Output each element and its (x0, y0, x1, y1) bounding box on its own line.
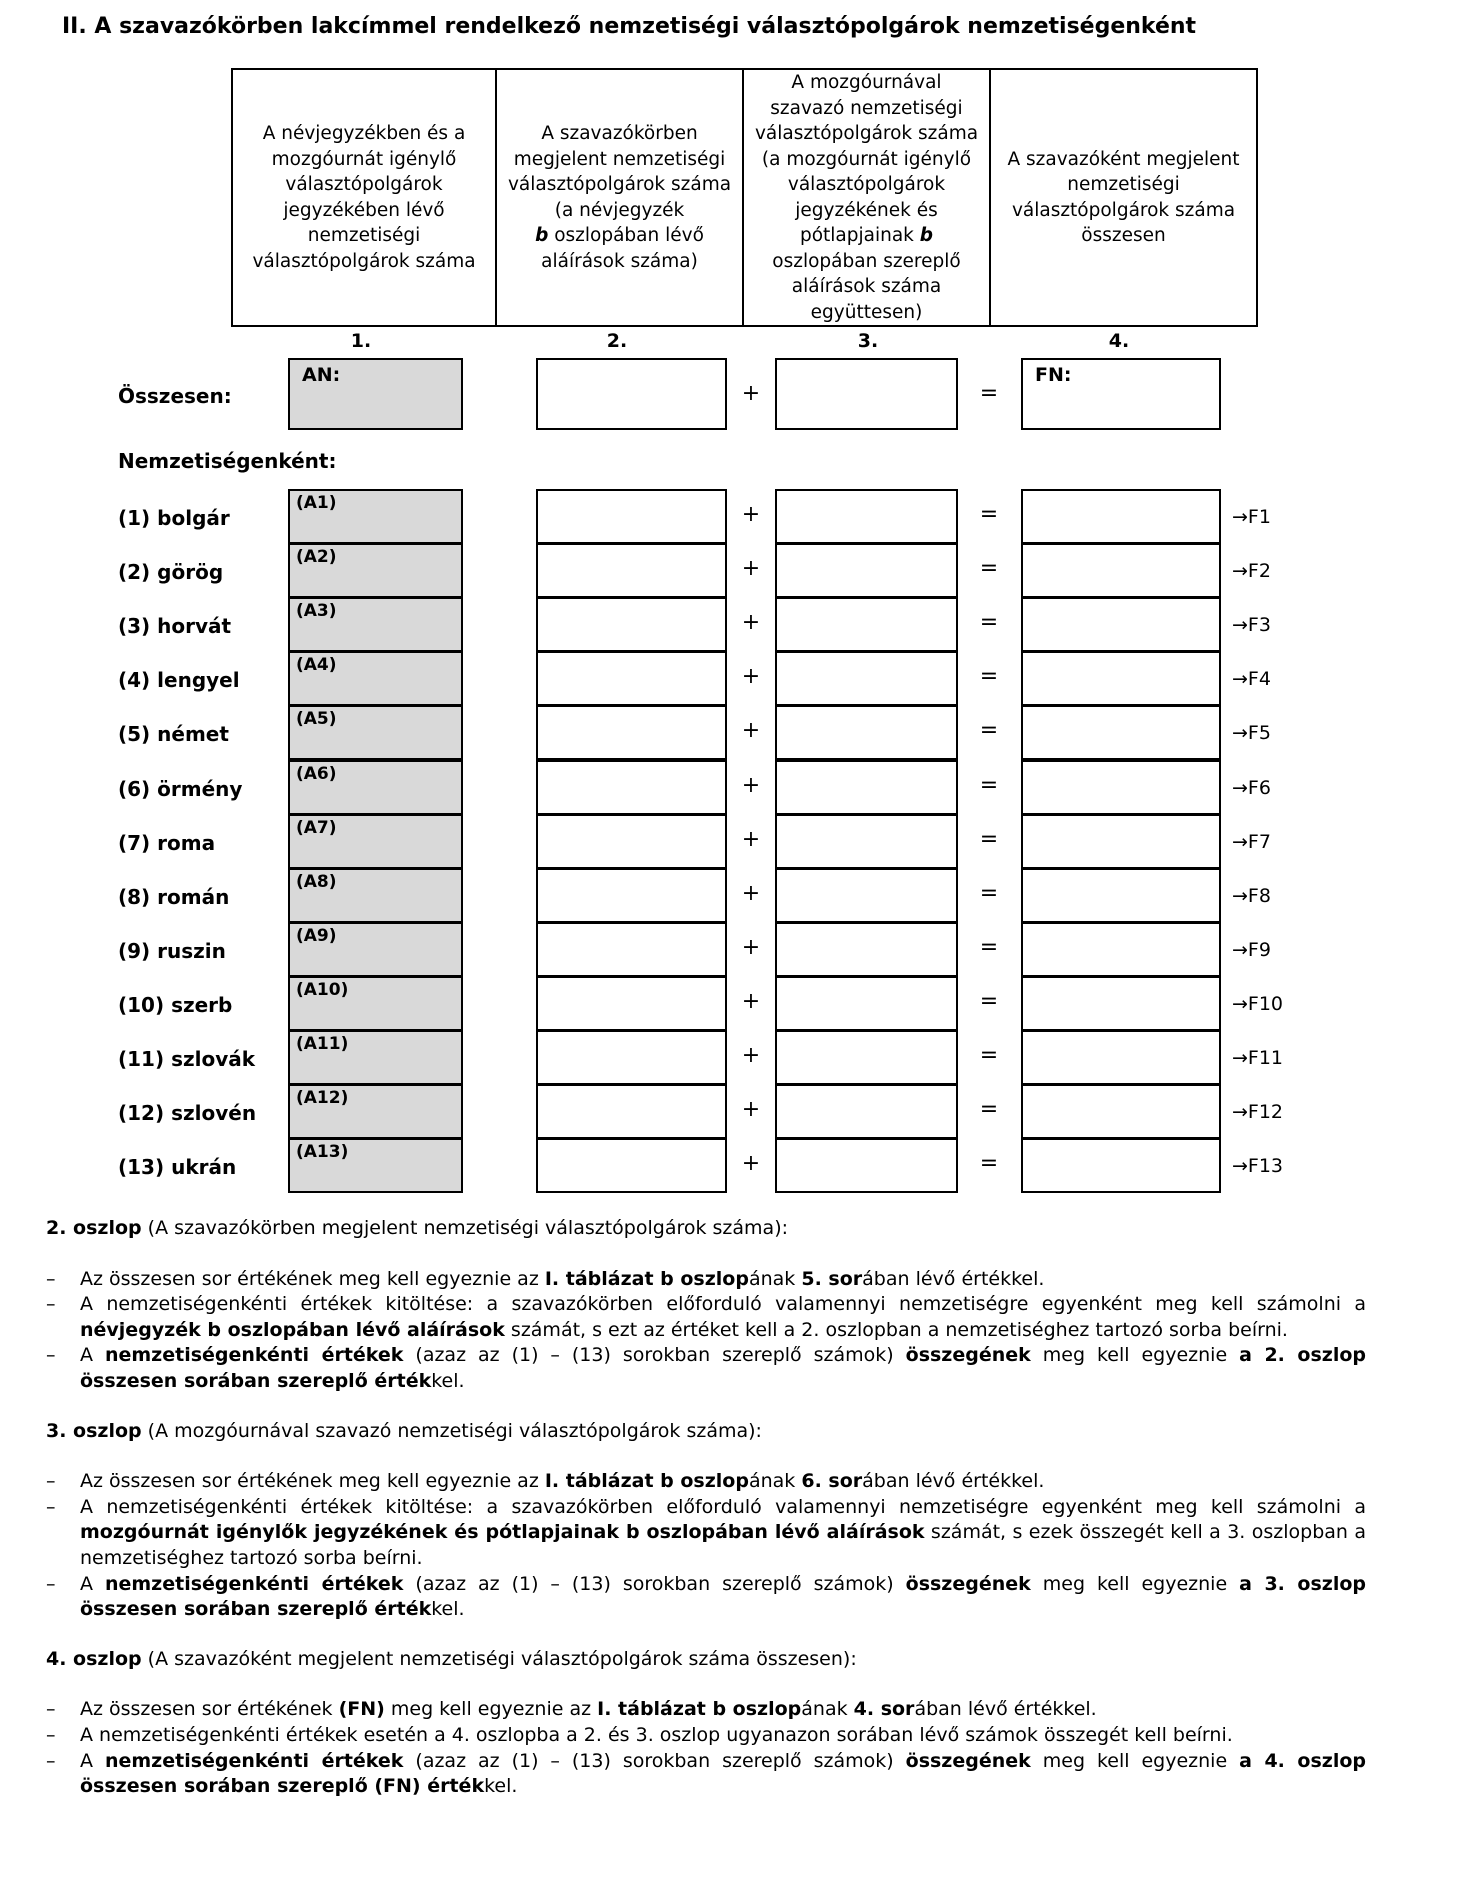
text-run: A (80, 1572, 105, 1595)
bold-run: I. táblázat b oszlop (544, 1470, 749, 1493)
bold-run: (FN) (338, 1698, 385, 1721)
row-label: (4) lengyel (118, 668, 240, 692)
note-col3-heading: 3. oszlop (A mozgóurnával szavazó nemzetiségi választópolgárok száma): (46, 1419, 762, 1442)
bold-run: összegének (905, 1572, 1031, 1595)
row-reference: →F3 (1232, 614, 1271, 636)
text-run: ának (748, 1267, 802, 1290)
header-line: választópolgárok (285, 174, 443, 195)
row-tag: (A5) (296, 709, 337, 729)
col2-field[interactable] (536, 1138, 727, 1193)
row-reference: →F4 (1232, 668, 1271, 690)
bold-run: összegének (905, 1749, 1031, 1772)
row-label: (6) örmény (118, 777, 243, 801)
header-line: mozgóurnát igénylő (271, 148, 457, 170)
text-run: ában lévő értékkel. (862, 1470, 1045, 1493)
note-col4-list (46, 1697, 1366, 1799)
bold-run: a 4. oszlop összesen sorában szereplő (FN) érték (80, 1749, 1366, 1798)
row-tag: (A3) (296, 601, 337, 621)
row-tag: (A6) (296, 764, 337, 784)
row-tag: (A1) (296, 493, 337, 513)
plus-sign: + (741, 502, 761, 527)
col1-field[interactable] (288, 489, 463, 544)
text-run: Az összesen sor értékének (80, 1698, 339, 1721)
note-col2-heading: 2. oszlop (A szavazókörben megjelent nemzetiségi választópolgárok száma): (46, 1217, 789, 1239)
equals-sign: = (979, 1043, 999, 1068)
note-item (46, 1495, 1366, 1572)
plus-sign: + (741, 1043, 761, 1068)
note-item (46, 1343, 1366, 1394)
header-line: megjelent nemzetiségi (513, 148, 726, 170)
note-item (46, 1572, 1366, 1623)
column-number-4: 4. (1108, 330, 1130, 352)
row-tag: (A10) (296, 980, 349, 1000)
row-reference: →F9 (1232, 939, 1271, 961)
bold-run: nemzetiségenkénti értékek (104, 1344, 404, 1367)
bold-run: a 2. oszlop összesen sorában szereplő érték (80, 1344, 1366, 1392)
row-label: (2) görög (118, 560, 224, 584)
row-tag: (A13) (296, 1142, 349, 1162)
plus-sign: + (741, 381, 761, 406)
text-run: ában lévő értékkel. (914, 1698, 1097, 1721)
plus-sign: + (741, 556, 761, 581)
page-title: II. A szavazókörben lakcímmel rendelkező nemzetiségi választópolgárok nemzetiségenként (62, 14, 1197, 39)
col4-field[interactable] (1021, 868, 1221, 923)
bullet-dash: – (46, 1495, 56, 1518)
col3-field[interactable] (775, 1138, 958, 1193)
note-col3-list (46, 1469, 1366, 1623)
header-line: összesen (1081, 225, 1166, 246)
col4-field[interactable] (1021, 705, 1221, 760)
row-reference: →F6 (1232, 777, 1271, 799)
row-reference: →F10 (1232, 993, 1284, 1015)
plus-sign: + (741, 1097, 761, 1122)
col2-field[interactable] (536, 543, 727, 598)
row-label: (12) szlovén (118, 1101, 257, 1125)
column-4-header (990, 69, 1257, 326)
row-tag: (A9) (296, 926, 337, 946)
col1-field[interactable] (288, 1030, 463, 1085)
equals-sign: = (979, 502, 999, 527)
plus-sign: + (741, 989, 761, 1014)
text-run: számát, s ezt az értéket kell a 2. oszlopban a nemzetiséghez tartozó sorba beírni. (504, 1318, 1288, 1341)
equals-sign: = (979, 827, 999, 852)
row-reference: →F11 (1232, 1047, 1284, 1069)
text-run: (azaz az (1) – (13) sorokban szereplő számok) (403, 1749, 906, 1772)
col3-field[interactable] (775, 868, 958, 923)
column-3-header (743, 69, 990, 326)
col3-field[interactable] (775, 922, 958, 977)
col4-field[interactable] (1021, 976, 1221, 1031)
text-run: (azaz az (1) – (13) sorokban szereplő számok) (403, 1572, 906, 1595)
column-2-header (496, 69, 743, 326)
col2-field[interactable] (536, 976, 727, 1031)
col3-field[interactable] (775, 489, 958, 544)
text-run: kel. (484, 1775, 518, 1798)
text-run: Az összesen sor értékének meg kell egyeznie az (80, 1470, 545, 1493)
bold-run: 4. sor (853, 1698, 915, 1721)
bullet-dash: – (46, 1267, 56, 1290)
text-run: ában lévő értékkel. (862, 1267, 1045, 1290)
col4-field[interactable] (1021, 922, 1221, 977)
equals-sign: = (979, 1151, 999, 1176)
bullet-dash: – (46, 1749, 56, 1772)
equals-sign: = (979, 989, 999, 1014)
col2-field[interactable] (536, 597, 727, 652)
bold-run: nemzetiségenkénti értékek (104, 1749, 404, 1772)
row-tag: (A8) (296, 872, 337, 892)
text-run: ának (801, 1698, 854, 1721)
col3-field[interactable] (775, 597, 958, 652)
header-line: jegyzékének és (795, 199, 938, 221)
equals-sign: = (979, 381, 999, 406)
column-number-2: 2. (606, 330, 628, 352)
row-reference: →F12 (1232, 1101, 1284, 1123)
header-line: A mozgóurnával (791, 72, 942, 93)
note-item (46, 1267, 1366, 1293)
col1-field[interactable] (288, 1138, 463, 1193)
header-line: A névjegyzékben és a (262, 123, 466, 144)
col3-field[interactable] (775, 1084, 958, 1139)
notes (46, 1216, 1366, 1800)
col4-field[interactable] (1021, 1084, 1221, 1139)
bold-run: mozgóurnát igénylők jegyzékének és pótlapjainak b oszlopában lévő aláírások (80, 1521, 925, 1544)
total-row-label: Összesen: (118, 384, 232, 408)
text-run: ának (748, 1470, 802, 1493)
row-reference: →F2 (1232, 560, 1271, 582)
column-header-table (231, 68, 1258, 327)
plus-sign: + (741, 827, 761, 852)
col2-field[interactable] (536, 705, 727, 760)
row-label: (11) szlovák (118, 1047, 256, 1071)
col4-field[interactable] (1021, 1030, 1221, 1085)
col3-field[interactable] (775, 814, 958, 869)
total-col3-field[interactable] (775, 358, 958, 430)
header-line: választópolgárok (787, 174, 946, 195)
note-item (46, 1469, 1366, 1495)
col4-field[interactable] (1021, 597, 1221, 652)
row-reference: →F7 (1232, 831, 1271, 853)
row-label: (7) roma (118, 831, 216, 855)
note-col4-heading: 4. oszlop (A szavazóként megjelent nemzetiségi választópolgárok száma összesen): (46, 1647, 857, 1670)
col3-field[interactable] (775, 976, 958, 1031)
header-line: oszlopában szereplő (772, 250, 961, 272)
bullet-dash: – (46, 1723, 56, 1746)
col4-field[interactable] (1021, 760, 1221, 815)
col1-field[interactable] (288, 597, 463, 652)
header-line: választópolgárok száma (252, 250, 476, 272)
header-line: aláírások száma (791, 276, 942, 297)
header-line: (a névjegyzék (554, 199, 685, 221)
note-item (46, 1697, 1366, 1723)
total-col1-field[interactable] (288, 358, 463, 430)
text-run: A nemzetiségenkénti értékek kitöltése: a szavazókörben előforduló valamennyi nemzetiségre egyenként meg kell számolni a (80, 1495, 1366, 1518)
col4-field[interactable] (1021, 651, 1221, 706)
note-item (46, 1749, 1366, 1800)
header-line: pótlapjainak b (799, 225, 934, 246)
bold-run: összegének (905, 1344, 1031, 1367)
header-line: választópolgárok száma (1011, 199, 1236, 221)
row-label: (8) román (118, 885, 230, 909)
header-line: választópolgárok száma (507, 174, 732, 195)
col1-field[interactable] (288, 705, 463, 760)
col2-field[interactable] (536, 489, 727, 544)
row-reference: →F5 (1232, 722, 1271, 744)
row-label: (9) ruszin (118, 939, 226, 963)
row-label: (1) bolgár (118, 506, 230, 530)
bold-run: névjegyzék b oszlopában lévő aláírások (80, 1318, 505, 1341)
note-item (46, 1723, 1366, 1749)
bullet-dash: – (46, 1698, 56, 1721)
col1-field[interactable] (288, 651, 463, 706)
column-number-1: 1. (350, 330, 372, 352)
text-run: számát, s ezek összegét kell a 3. oszlopban a nemzetiséghez tartozó sorba beírni. (80, 1521, 1366, 1569)
plus-sign: + (741, 881, 761, 906)
bold-run: nemzetiségenkénti értékek (104, 1572, 404, 1595)
row-label: (3) horvát (118, 614, 232, 638)
header-line: b oszlopában lévő (535, 225, 704, 246)
col3-field[interactable] (775, 543, 958, 598)
header-line: aláírások száma) (541, 250, 698, 272)
equals-sign: = (979, 773, 999, 798)
col2-field[interactable] (536, 814, 727, 869)
total-col1-tag: AN: (302, 364, 341, 386)
note-col2-list (46, 1267, 1366, 1395)
col2-field[interactable] (536, 922, 727, 977)
header-line: A szavazókörben (541, 123, 698, 144)
row-tag: (A12) (296, 1088, 349, 1108)
bold-run: I. táblázat b oszlop (597, 1698, 802, 1721)
col1-field[interactable] (288, 922, 463, 977)
col2-field[interactable] (536, 651, 727, 706)
bullet-dash: – (46, 1572, 56, 1595)
bullet-dash: – (46, 1293, 56, 1316)
total-col4-tag: FN: (1035, 364, 1072, 386)
row-reference: →F1 (1232, 506, 1271, 528)
row-label: (5) német (118, 722, 229, 746)
col4-field[interactable] (1021, 543, 1221, 598)
text-run: A nemzetiségenkénti értékek esetén a 4. oszlopba a 2. és 3. oszlop ugyanazon sorában lévő számok összegét kell beírni. (80, 1723, 1233, 1746)
equals-sign: = (979, 610, 999, 635)
text-run: meg kell egyeznie (1030, 1749, 1240, 1772)
row-tag: (A4) (296, 655, 337, 675)
total-col2-field[interactable] (536, 358, 727, 430)
header-line: jegyzékében lévő (283, 199, 445, 221)
col1-field[interactable] (288, 814, 463, 869)
total-col4-field[interactable] (1021, 358, 1221, 430)
header-line: együttesen) (810, 301, 923, 323)
row-reference: →F13 (1232, 1155, 1284, 1177)
bold-run: 5. sor (801, 1267, 863, 1290)
bold-run: 6. sor (801, 1470, 863, 1493)
col1-field[interactable] (288, 868, 463, 923)
header-line: (a mozgóurnát igénylő (761, 148, 972, 170)
col3-field[interactable] (775, 705, 958, 760)
equals-sign: = (979, 664, 999, 689)
bold-run: a 3. oszlop összesen sorában szereplő érték (80, 1572, 1366, 1621)
col1-field[interactable] (288, 976, 463, 1031)
column-number-3: 3. (857, 330, 879, 352)
row-tag: (A7) (296, 818, 337, 838)
col4-field[interactable] (1021, 814, 1221, 869)
text-run: meg kell egyeznie (1030, 1572, 1240, 1595)
bullet-dash: – (46, 1470, 56, 1493)
header-line: A szavazóként megjelent (1007, 148, 1240, 170)
column-1-header (232, 69, 496, 326)
equals-sign: = (979, 1097, 999, 1122)
text-run: kel. (431, 1598, 465, 1621)
text-run: meg kell egyeznie (1030, 1344, 1240, 1367)
col1-field[interactable] (288, 760, 463, 815)
equals-sign: = (979, 881, 999, 906)
row-label: (10) szerb (118, 993, 233, 1017)
text-run: A nemzetiségenkénti értékek kitöltése: a szavazókörben előforduló valamennyi nemzetiségre egyenként meg kell számolni a (80, 1293, 1366, 1316)
plus-sign: + (741, 718, 761, 743)
col2-field[interactable] (536, 1030, 727, 1085)
col4-field[interactable] (1021, 489, 1221, 544)
text-run: (azaz az (1) – (13) sorokban szereplő számok) (403, 1344, 906, 1367)
equals-sign: = (979, 935, 999, 960)
col4-field[interactable] (1021, 1138, 1221, 1193)
col1-field[interactable] (288, 543, 463, 598)
text-run: kel. (431, 1369, 465, 1392)
col2-field[interactable] (536, 868, 727, 923)
col3-field[interactable] (775, 760, 958, 815)
row-label: (13) ukrán (118, 1155, 237, 1179)
col3-field[interactable] (775, 651, 958, 706)
equals-sign: = (979, 718, 999, 743)
plus-sign: + (741, 935, 761, 960)
plus-sign: + (741, 664, 761, 689)
row-reference: →F8 (1232, 885, 1271, 907)
header-line: szavazó nemzetiségi (770, 97, 963, 119)
col2-field[interactable] (536, 760, 727, 815)
header-line: választópolgárok száma (754, 123, 979, 144)
text-run: A (80, 1749, 105, 1772)
row-tag: (A11) (296, 1034, 349, 1054)
col1-field[interactable] (288, 1084, 463, 1139)
note-item (46, 1292, 1366, 1343)
col2-field[interactable] (536, 1084, 727, 1139)
header-line: nemzetiségi (307, 225, 421, 246)
header-line: nemzetiségi (1067, 174, 1180, 195)
col3-field[interactable] (775, 1030, 958, 1085)
plus-sign: + (741, 610, 761, 635)
text-run: meg kell egyeznie az (384, 1698, 598, 1721)
plus-sign: + (741, 1151, 761, 1176)
row-tag: (A2) (296, 547, 337, 567)
plus-sign: + (741, 773, 761, 798)
text-run: A (80, 1344, 105, 1367)
text-run: Az összesen sor értékének meg kell egyeznie az (80, 1267, 545, 1290)
equals-sign: = (979, 556, 999, 581)
bold-run: I. táblázat b oszlop (544, 1267, 749, 1290)
section-label: Nemzetiségenként: (118, 449, 337, 473)
bullet-dash: – (46, 1344, 56, 1367)
